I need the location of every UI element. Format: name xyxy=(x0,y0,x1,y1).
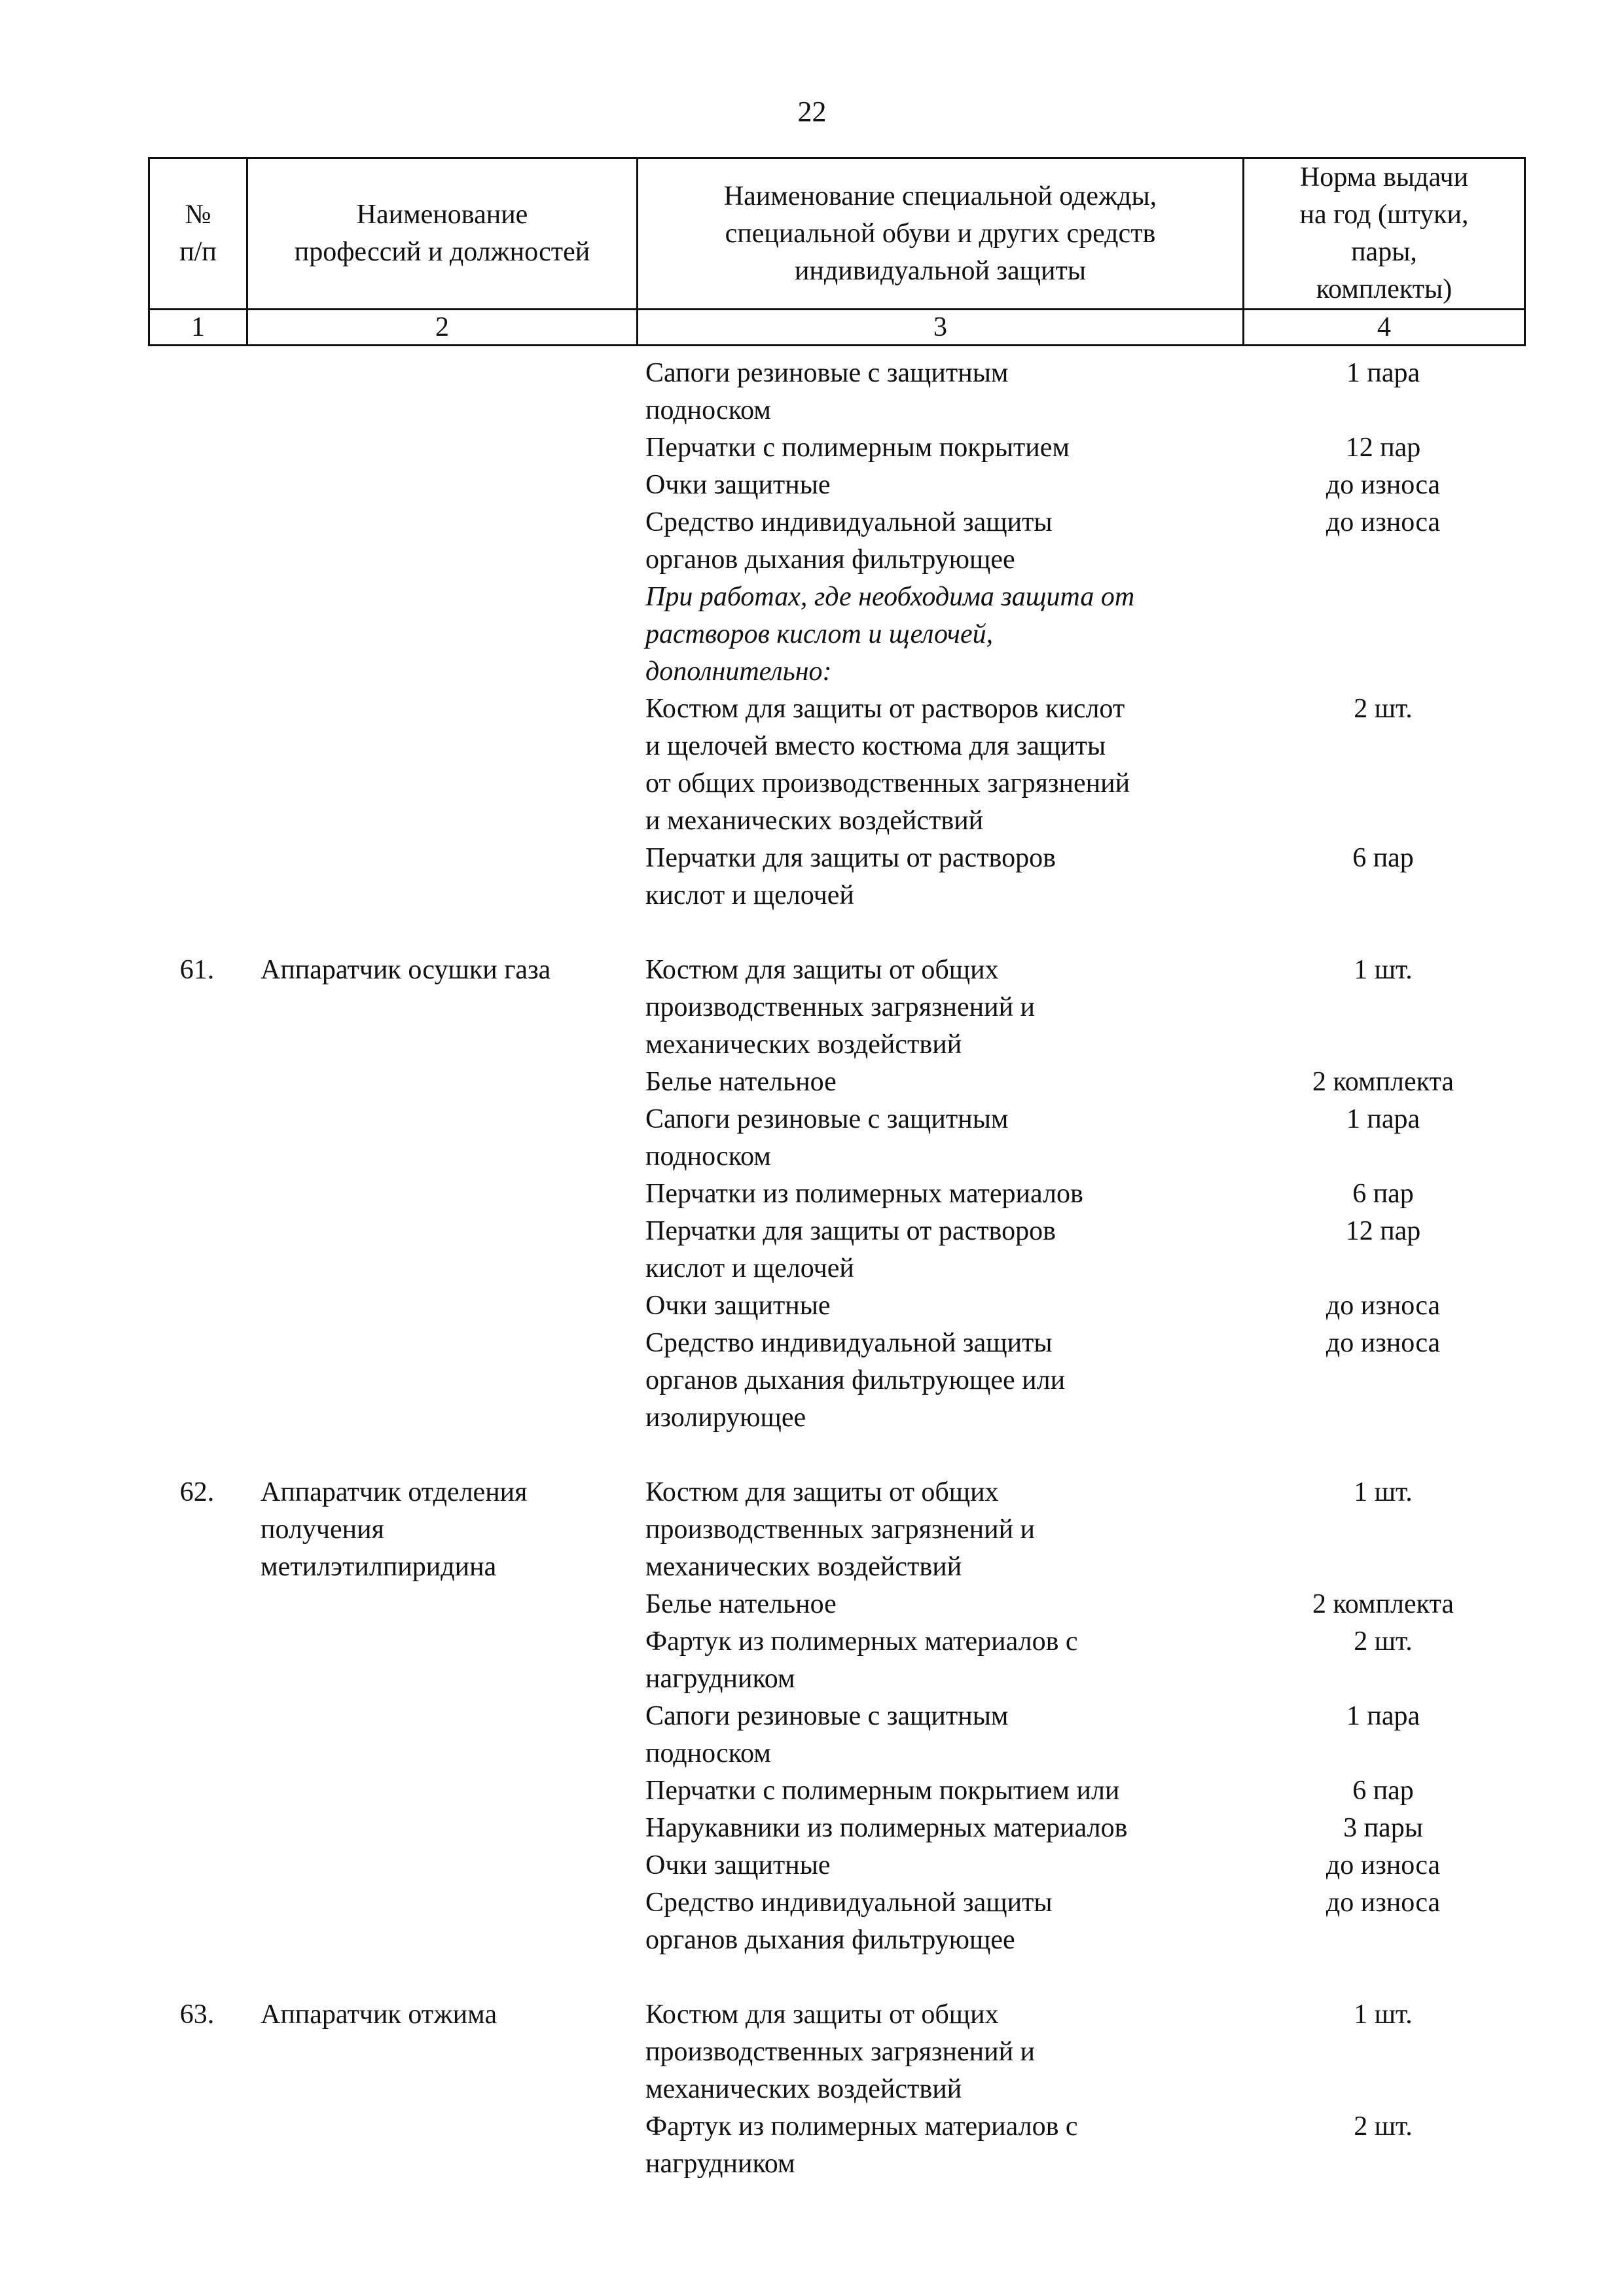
equipment-line: производственных загрязнений и xyxy=(645,2037,1036,2067)
norm-value: 6 пар xyxy=(1352,1179,1414,1209)
table-row xyxy=(148,579,1524,691)
equipment-line: производственных загрязнений и xyxy=(645,1515,1036,1545)
norm-value: 12 пар xyxy=(1345,1216,1421,1246)
equipment-line: Сапоги резиновые с защитным xyxy=(645,358,1009,388)
norm-value: 1 шт. xyxy=(1354,2000,1413,2030)
norm-value: до износа xyxy=(1326,507,1441,537)
equipment-name xyxy=(636,2108,1242,2183)
equipment-line: Костюм для защиты от растворов кислот xyxy=(645,694,1125,724)
equipment-line: При работах, где необходима защита от xyxy=(645,582,1135,612)
equipment-name xyxy=(636,1213,1242,1287)
equipment-line: органов дыхания фильтрующее xyxy=(645,545,1015,575)
column-number-4: 4 xyxy=(1244,310,1525,346)
norm-value: 1 пара xyxy=(1346,358,1420,388)
norm-value: до износа xyxy=(1326,1328,1441,1358)
header-col-equipment: Наименование специальной одежды, специальной обуви и других средств индивидуальной защиты xyxy=(638,158,1244,310)
equipment-line: Средство индивидуальной защиты xyxy=(645,1328,1053,1358)
issue-norm xyxy=(1242,355,1524,429)
row-number xyxy=(148,840,246,914)
column-number-2: 2 xyxy=(247,310,638,346)
table-row xyxy=(148,691,1524,840)
issue-norm xyxy=(1242,1325,1524,1437)
issue-norm xyxy=(1242,1474,1524,1586)
norm-value: 1 пара xyxy=(1346,1104,1420,1134)
equipment-item xyxy=(636,2108,1524,2183)
profession-name xyxy=(246,1474,636,1959)
equipment-line: Белье нательное xyxy=(645,1589,837,1619)
profession-line: Аппаратчик отжима xyxy=(261,2000,497,2030)
row-gap xyxy=(148,1959,1524,1996)
profession-name xyxy=(246,429,636,467)
equipment-item xyxy=(636,952,1524,1064)
equipment-item xyxy=(636,1623,1524,1698)
column-number-1: 1 xyxy=(149,310,247,346)
row-number xyxy=(148,429,246,467)
equipment-line: Перчатки из полимерных материалов xyxy=(645,1179,1083,1209)
equipment-line: растворов кислот и щелочей, xyxy=(645,619,994,649)
equipment-item xyxy=(636,1772,1524,1810)
row-number: 62. xyxy=(179,1477,215,1507)
equipment-line: Костюм для защиты от общих xyxy=(645,1477,999,1507)
issue-norm xyxy=(1242,1772,1524,1810)
profession-line: Аппаратчик отделения xyxy=(261,1477,528,1507)
equipment-line: нагрудником xyxy=(645,1664,795,1694)
equipment-line: Костюм для защиты от общих xyxy=(645,955,999,985)
equipment-name xyxy=(636,1810,1242,1847)
equipment-item xyxy=(636,1101,1524,1175)
norm-value: 2 шт. xyxy=(1354,694,1413,724)
equipment-line: Очки защитные xyxy=(645,1850,831,1880)
equipment-line: изолирующее xyxy=(645,1403,806,1433)
norm-value: 6 пар xyxy=(1352,843,1414,873)
row-number: 61. xyxy=(179,955,215,985)
equipment-item xyxy=(636,1586,1524,1623)
row-number xyxy=(148,579,246,691)
equipment-item xyxy=(636,1884,1524,1959)
profession-name xyxy=(246,691,636,840)
equipment-line: подноском xyxy=(645,1738,771,1768)
equipment-name xyxy=(636,1996,1242,2108)
norm-value: 6 пар xyxy=(1352,1776,1414,1806)
equipment-name xyxy=(636,1884,1242,1959)
row-number xyxy=(148,691,246,840)
norm-value: 2 шт. xyxy=(1354,2111,1413,2142)
equipment-line: Костюм для защиты от общих xyxy=(645,2000,999,2030)
issue-norm xyxy=(1242,1101,1524,1175)
equipment-item xyxy=(636,1810,1524,1847)
issue-norm xyxy=(1242,579,1524,691)
norm-value: до износа xyxy=(1326,470,1441,500)
issue-norm xyxy=(1242,1698,1524,1772)
profession-name xyxy=(246,579,636,691)
equipment-line: Фартук из полимерных материалов с xyxy=(645,1626,1078,1657)
equipment-name xyxy=(636,1325,1242,1437)
equipment-name xyxy=(636,691,1242,840)
table-row xyxy=(148,952,1524,1437)
equipment-name xyxy=(636,429,1242,467)
issue-norm xyxy=(1242,691,1524,840)
norm-value: 12 пар xyxy=(1345,433,1421,463)
profession-line: метилэтилпиридина xyxy=(261,1552,497,1582)
equipment-line: и механических воздействий xyxy=(645,806,984,836)
issue-norm xyxy=(1242,1996,1524,2108)
equipment-line: подноском xyxy=(645,395,771,425)
table-body xyxy=(148,355,1524,2183)
equipment-name xyxy=(636,355,1242,429)
equipment-name xyxy=(636,467,1242,504)
norm-value: 2 комплекта xyxy=(1312,1067,1454,1097)
equipment-line: производственных загрязнений и xyxy=(645,992,1036,1022)
equipment-name xyxy=(636,1623,1242,1698)
equipment-name xyxy=(636,1586,1242,1623)
table-row xyxy=(148,504,1524,579)
issue-norm xyxy=(1242,1213,1524,1287)
row-gap xyxy=(148,1437,1524,1474)
profession-name xyxy=(246,355,636,429)
equipment-name xyxy=(636,1847,1242,1884)
equipment-line: нагрудником xyxy=(645,2149,795,2179)
equipment-name xyxy=(636,1474,1242,1586)
equipment-line: кислот и щелочей xyxy=(645,1253,854,1283)
table-row xyxy=(148,467,1524,504)
equipment-item xyxy=(636,1213,1524,1287)
equipment-name xyxy=(636,1287,1242,1325)
header-col-profession: Наименование профессий и должностей xyxy=(247,158,638,310)
equipment-line: механических воздействий xyxy=(645,1552,962,1582)
equipment-item xyxy=(636,1175,1524,1213)
equipment-line: Перчатки для защиты от растворов xyxy=(645,1216,1056,1246)
equipment-line: Сапоги резиновые с защитным xyxy=(645,1701,1009,1731)
equipment-name xyxy=(636,1698,1242,1772)
norm-value: 1 шт. xyxy=(1354,955,1413,985)
row-number: 63. xyxy=(179,2000,215,2030)
equipment-item xyxy=(636,1996,1524,2108)
equipment-line: дополнительно: xyxy=(645,656,832,687)
row-number xyxy=(148,467,246,504)
table-row xyxy=(148,840,1524,914)
equipment-line: подноском xyxy=(645,1141,771,1172)
equipment-line: органов дыхания фильтрующее xyxy=(645,1925,1015,1955)
equipment-line: и щелочей вместо костюма для защиты xyxy=(645,731,1106,761)
equipment-line: Нарукавники из полимерных материалов xyxy=(645,1813,1128,1843)
equipment-line: Средство индивидуальной защиты xyxy=(645,1888,1053,1918)
equipment-line: Перчатки с полимерным покрытием или xyxy=(645,1776,1120,1806)
issue-norm xyxy=(1242,1287,1524,1325)
equipment-name xyxy=(636,504,1242,579)
page-number: 22 xyxy=(797,96,827,128)
issue-norm xyxy=(1242,840,1524,914)
equipment-item xyxy=(636,1064,1524,1101)
equipment-group xyxy=(636,1474,1524,1959)
equipment-name xyxy=(636,952,1242,1064)
profession-line: Аппаратчик осушки газа xyxy=(261,955,551,985)
issue-norm xyxy=(1242,1586,1524,1623)
equipment-item xyxy=(636,1474,1524,1586)
equipment-name xyxy=(636,579,1242,691)
column-number-3: 3 xyxy=(638,310,1244,346)
equipment-name xyxy=(636,1175,1242,1213)
equipment-group xyxy=(636,952,1524,1437)
equipment-line: Перчатки для защиты от растворов xyxy=(645,843,1056,873)
header-col-norm: Норма выдачи на год (штуки, пары, комплекты) xyxy=(1244,158,1525,310)
norm-value: до износа xyxy=(1326,1888,1441,1918)
table-header xyxy=(148,157,1526,346)
norm-value: до износа xyxy=(1326,1291,1441,1321)
norm-value: 1 шт. xyxy=(1354,1477,1413,1507)
norm-value: до износа xyxy=(1326,1850,1441,1880)
equipment-name xyxy=(636,1772,1242,1810)
equipment-line: Белье нательное xyxy=(645,1067,837,1097)
equipment-name xyxy=(636,1101,1242,1175)
issue-norm xyxy=(1242,1810,1524,1847)
equipment-line: Фартук из полимерных материалов с xyxy=(645,2111,1078,2142)
issue-norm xyxy=(1242,429,1524,467)
equipment-line: органов дыхания фильтрующее или xyxy=(645,1365,1066,1395)
norm-value: 3 пары xyxy=(1343,1813,1423,1843)
profession-name xyxy=(246,952,636,1437)
equipment-item xyxy=(636,1847,1524,1884)
equipment-line: Очки защитные xyxy=(645,1291,831,1321)
equipment-name xyxy=(636,840,1242,914)
equipment-line: Очки защитные xyxy=(645,470,831,500)
equipment-line: механических воздействий xyxy=(645,2074,962,2104)
issue-norm xyxy=(1242,1884,1524,1959)
row-gap xyxy=(148,914,1524,952)
issue-norm xyxy=(1242,1175,1524,1213)
profession-line: получения xyxy=(261,1515,384,1545)
norm-value: 2 шт. xyxy=(1354,1626,1413,1657)
equipment-line: Сапоги резиновые с защитным xyxy=(645,1104,1009,1134)
equipment-item xyxy=(636,1325,1524,1437)
equipment-name xyxy=(636,1064,1242,1101)
equipment-line: от общих производственных загрязнений xyxy=(645,768,1130,798)
profession-name xyxy=(246,1996,636,2183)
norm-value: 1 пара xyxy=(1346,1701,1420,1731)
table-row xyxy=(148,429,1524,467)
issue-norm xyxy=(1242,1623,1524,1698)
row-number xyxy=(148,355,246,429)
table-row xyxy=(148,1996,1524,2183)
equipment-item xyxy=(636,1287,1524,1325)
issue-norm xyxy=(1242,1847,1524,1884)
equipment-item xyxy=(636,1698,1524,1772)
profession-name xyxy=(246,840,636,914)
issue-norm xyxy=(1242,952,1524,1064)
equipment-line: Перчатки с полимерным покрытием xyxy=(645,433,1070,463)
issue-norm xyxy=(1242,467,1524,504)
issue-norm xyxy=(1242,504,1524,579)
equipment-line: кислот и щелочей xyxy=(645,880,854,910)
profession-name xyxy=(246,504,636,579)
row-number xyxy=(148,504,246,579)
table-row xyxy=(148,355,1524,429)
issue-norm xyxy=(1242,1064,1524,1101)
header-col-number: № п/п xyxy=(149,158,247,310)
equipment-line: Средство индивидуальной защиты xyxy=(645,507,1053,537)
issue-norm xyxy=(1242,2108,1524,2183)
equipment-line: механических воздействий xyxy=(645,1030,962,1060)
norm-value: 2 комплекта xyxy=(1312,1589,1454,1619)
equipment-group xyxy=(636,1996,1524,2183)
profession-name xyxy=(246,467,636,504)
table-row xyxy=(148,1474,1524,1959)
